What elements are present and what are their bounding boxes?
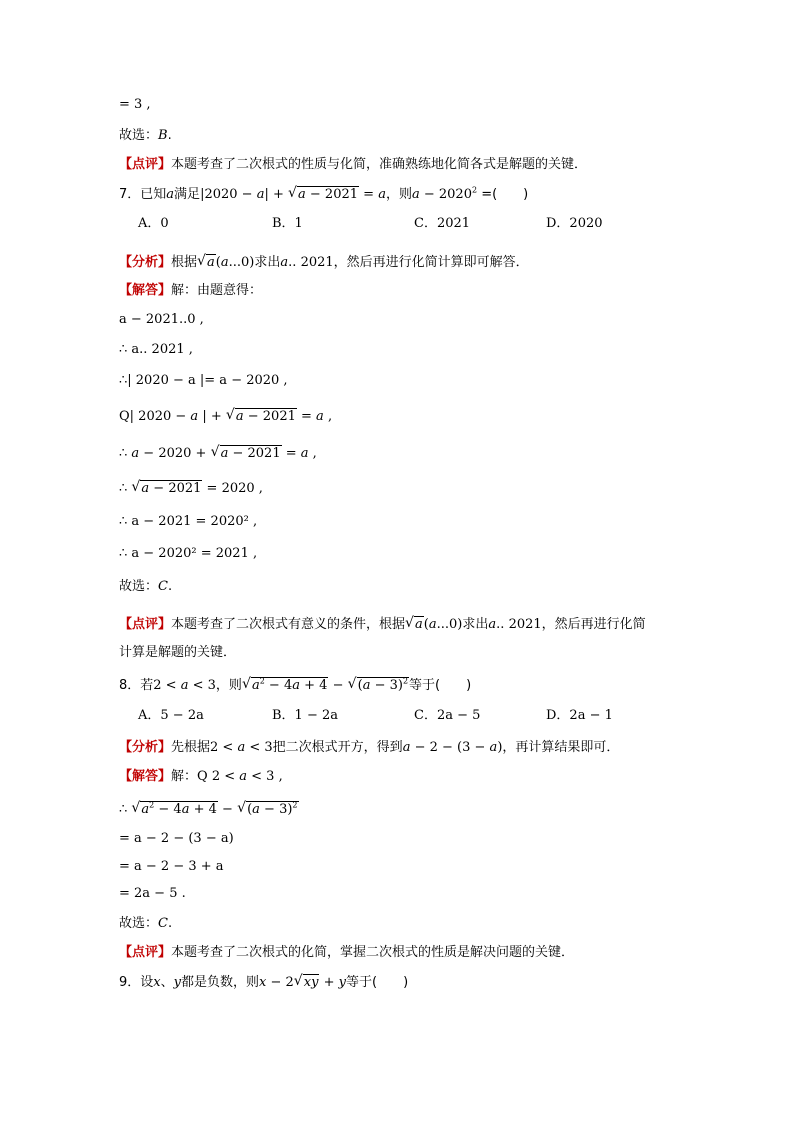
solution-tag: 【解答】 [119, 769, 172, 784]
solution-text: 解： [171, 769, 198, 784]
step-5: ∴ a − 2020 + √ a − 2021 = a , [119, 444, 317, 464]
solution-8-header: 【解答】解：Q 2 < a < 3 , [119, 769, 283, 784]
step-text: ∴ a.. 2021 , [119, 342, 193, 357]
choice-8 [119, 914, 172, 934]
comment-tag: 【点评】 [119, 157, 172, 172]
step-4: Q| 2020 − a | + √ a − 2021 = a , [119, 407, 332, 427]
question-number: 8．若 [119, 678, 154, 693]
step-6: ∴ √ a − 2021 = 2020 , [119, 479, 263, 499]
option-c[interactable]: C．2021 [414, 216, 471, 231]
question-text: ，则 [215, 678, 242, 693]
step-text: ∴| 2020 − a |= a − 2020 , [119, 373, 288, 388]
question-7: 7．已知a满足|2020 − a| + √ a − 2021 = a，则$a - 2020^2$ =( ) [119, 185, 528, 205]
choice-period: . [167, 128, 172, 143]
choice-label: 故选： [119, 128, 159, 143]
choice-answer: B [158, 128, 168, 143]
question-text: ，则 [385, 187, 412, 202]
option-d[interactable]: D．2a − 1 [546, 708, 613, 723]
step-text: ∴ a − 2021 = 2020² , [119, 514, 258, 529]
solution-text: 解：由题意得： [171, 283, 263, 298]
comment-text: ，然后再进行化简 [541, 617, 646, 632]
line-comment-6 [119, 155, 587, 175]
step-3 [119, 371, 288, 391]
step-7 [119, 512, 257, 532]
step-2 [119, 340, 193, 360]
analysis-tag: 【分析】 [119, 255, 172, 270]
step-8 [119, 544, 257, 564]
expr-text: = 2a − 5 . [119, 886, 186, 901]
option-b[interactable]: B．1 [272, 216, 303, 231]
question-text: 满足 [174, 187, 201, 202]
step-text: ∴ a − 2020² = 2021 , [119, 546, 258, 561]
analysis-7: 【分析】根据√ a(a...0)求出a.. 2021，然后再进行化简计算即可解答． [119, 253, 529, 273]
question-9: 9．设x、y都是负数，则x − 2√ xy + y等于( ) [119, 973, 408, 993]
equation-text: = 3 , [119, 97, 151, 112]
answer-blank: =( ) [481, 187, 529, 202]
comment-8 [119, 943, 574, 963]
comment-tag: 【点评】 [119, 945, 172, 960]
analysis-8: 【分析】先根据2 < a < 3把二次根式开方，得到a − 2 − (3 − a)，再计算结果即可． [119, 740, 620, 755]
choice-period: . [167, 916, 173, 931]
analysis-tag: 【分析】 [119, 740, 172, 755]
comment-text: 本题考查了二次根式的性质与化简，准确熟练地化简各式是解题的关键． [171, 157, 588, 172]
comment-text: 本题考查了二次根式有意义的条件，根据 [171, 617, 406, 632]
solution-tag: 【解答】 [119, 283, 172, 298]
option-d[interactable]: D．2020 [546, 216, 603, 231]
choice-answer: C [158, 916, 168, 931]
line-eq3 [119, 95, 151, 115]
comment-tag: 【点评】 [119, 617, 172, 632]
analysis-text: ，再计算结果即可． [502, 740, 620, 755]
question-number: 7．已知 [119, 187, 167, 202]
comment-text: 求出 [462, 617, 489, 632]
analysis-text: 把二次根式开方，得到 [272, 740, 403, 755]
step-text: a − 2021..0 , [119, 312, 204, 327]
choice-label: 故选： [119, 579, 159, 594]
line-choice-6 [119, 126, 172, 146]
choice-answer: C [158, 579, 168, 594]
expr-1: ∴ √ $a^2 - 4a + 4$ − √ $(a - 3)^2$ [119, 800, 299, 820]
step-1 [119, 310, 204, 330]
analysis-text: ，然后再进行化简计算即可解答． [333, 255, 529, 270]
question-text: 、 [160, 975, 174, 990]
choice-7 [119, 577, 172, 597]
solution-7-header [119, 281, 262, 301]
question-8: 8．若2 < a < 3，则√ $a^2 - 4a + 4$ − √ $(a - 3)^2$等于( ) [119, 676, 471, 696]
choice-label: 故选： [119, 916, 159, 931]
option-a[interactable]: A．5 − 2a [138, 708, 204, 723]
question-text: 等于( ) [346, 975, 409, 990]
expr-4 [119, 884, 186, 904]
analysis-text: 先根据 [171, 740, 211, 755]
question-text: 都是负数，则 [181, 975, 260, 990]
expr-text: = a − 2 − (3 − a) [119, 831, 234, 846]
comment-7: 【点评】本题考查了二次根式有意义的条件，根据√ a(a...0)求出a.. 2021，然后再进行化简 [119, 615, 646, 635]
question-number: 9．设 [119, 975, 154, 990]
option-b[interactable]: B．1 − 2a [272, 708, 339, 723]
comment-text: 计算是解题的关键． [119, 645, 237, 660]
expr-3 [119, 857, 224, 877]
option-a[interactable]: A．0 [138, 216, 169, 231]
comment-7-cont [119, 643, 236, 663]
expr-2 [119, 829, 234, 849]
analysis-text: 根据 [171, 255, 198, 270]
question-text: 等于( ) [409, 678, 472, 693]
analysis-text: 求出 [254, 255, 281, 270]
comment-text: 本题考查了二次根式的化简，掌握二次根式的性质是解决问题的关键． [171, 945, 575, 960]
expr-text: = a − 2 − 3 + a [119, 859, 224, 874]
option-c[interactable]: C．2a − 5 [414, 708, 481, 723]
choice-period: . [167, 579, 173, 594]
